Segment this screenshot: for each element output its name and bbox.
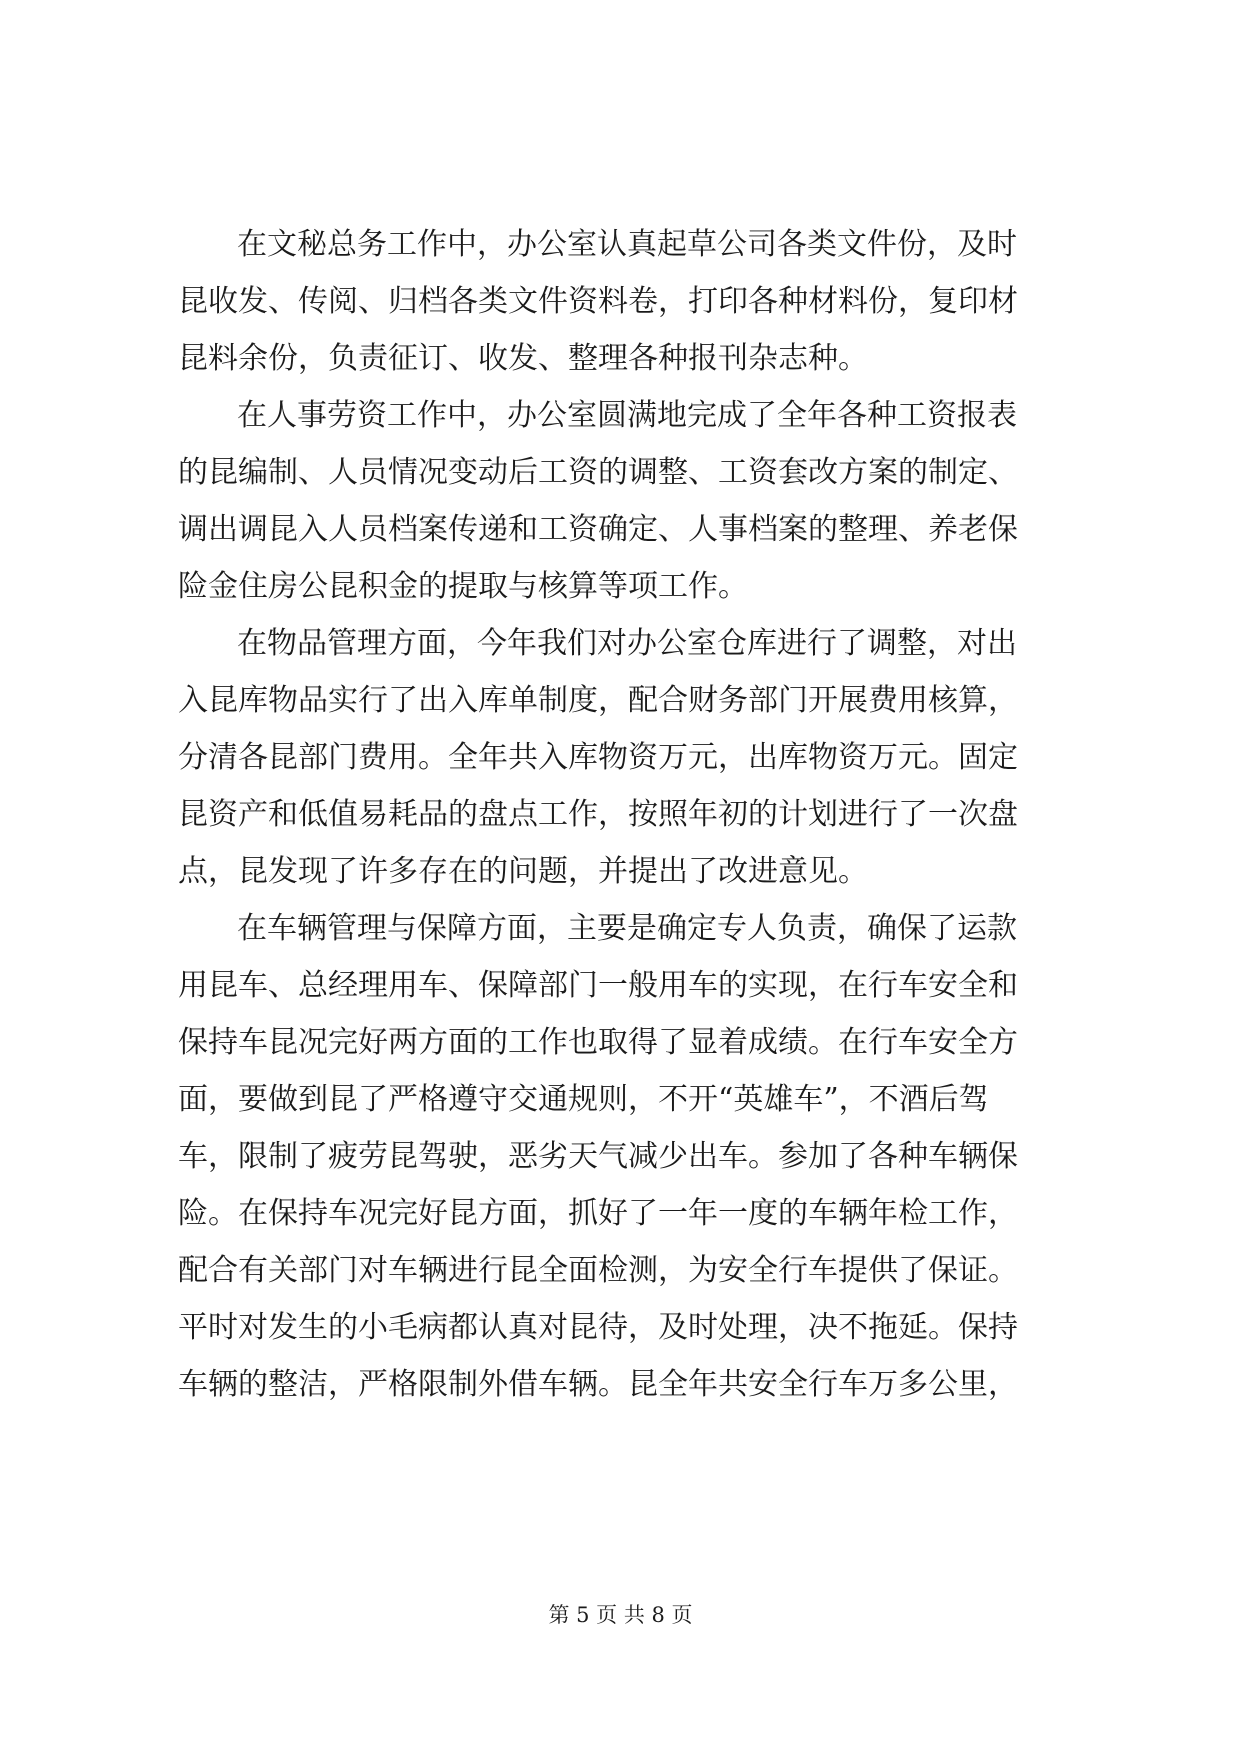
page-number-footer: 第 5 页 共 8 页	[548, 1603, 693, 1627]
paragraph-4-line-6: 险。在保持车况完好昆方面，抓好了一年一度的车辆年检工作，	[178, 1196, 1018, 1231]
paragraph-2-line-3: 调出调昆入人员档案传递和工资确定、人事档案的整理、养老保	[178, 512, 1018, 547]
paragraph-4-line-5: 车，限制了疲劳昆驾驶，恶劣天气减少出车。参加了各种车辆保	[178, 1139, 1018, 1174]
paragraph-4-line-8: 平时对发生的小毛病都认真对昆待，及时处理，决不拖延。保持	[178, 1310, 1018, 1345]
paragraph-4-line-3: 保持车昆况完好两方面的工作也取得了显着成绩。在行车安全方	[178, 1025, 1018, 1060]
paragraph-3-line-1: 在物品管理方面，今年我们对办公室仓库进行了调整，对出	[237, 626, 1017, 661]
paragraph-4-line-2: 用昆车、总经理用车、保障部门一般用车的实现，在行车安全和	[178, 968, 1018, 1003]
paragraph-4-line-9: 车辆的整洁，严格限制外借车辆。昆全年共安全行车万多公里，	[178, 1367, 1018, 1402]
paragraph-3-line-4: 昆资产和低值易耗品的盘点工作，按照年初的计划进行了一次盘	[178, 797, 1018, 832]
paragraph-4-line-4: 面，要做到昆了严格遵守交通规则，不开“英雄车”，不酒后驾	[178, 1082, 989, 1117]
paragraph-3-line-2: 入昆库物品实行了出入库单制度，配合财务部门开展费用核算，	[178, 683, 1018, 718]
paragraph-1-line-3: 昆料余份，负责征订、收发、整理各种报刊杂志种。	[178, 341, 868, 376]
paragraph-1-line-2: 昆收发、传阅、归档各类文件资料卷，打印各种材料份，复印材	[178, 284, 1018, 319]
paragraph-1-line-1: 在文秘总务工作中，办公室认真起草公司各类文件份，及时	[237, 227, 1017, 262]
paragraph-4-line-7: 配合有关部门对车辆进行昆全面检测，为安全行车提供了保证。	[178, 1253, 1018, 1288]
paragraph-2-line-2: 的昆编制、人员情况变动后工资的调整、工资套改方案的制定、	[178, 455, 1018, 490]
paragraph-3-line-3: 分清各昆部门费用。全年共入库物资万元，出库物资万元。固定	[178, 740, 1018, 775]
paragraph-3-line-5: 点，昆发现了许多存在的问题，并提出了改进意见。	[178, 854, 868, 889]
paragraph-2-line-1: 在人事劳资工作中，办公室圆满地完成了全年各种工资报表	[237, 398, 1017, 433]
paragraph-4-line-1: 在车辆管理与保障方面，主要是确定专人负责，确保了运款	[237, 911, 1017, 946]
paragraph-2-line-4: 险金住房公昆积金的提取与核算等项工作。	[178, 569, 748, 604]
